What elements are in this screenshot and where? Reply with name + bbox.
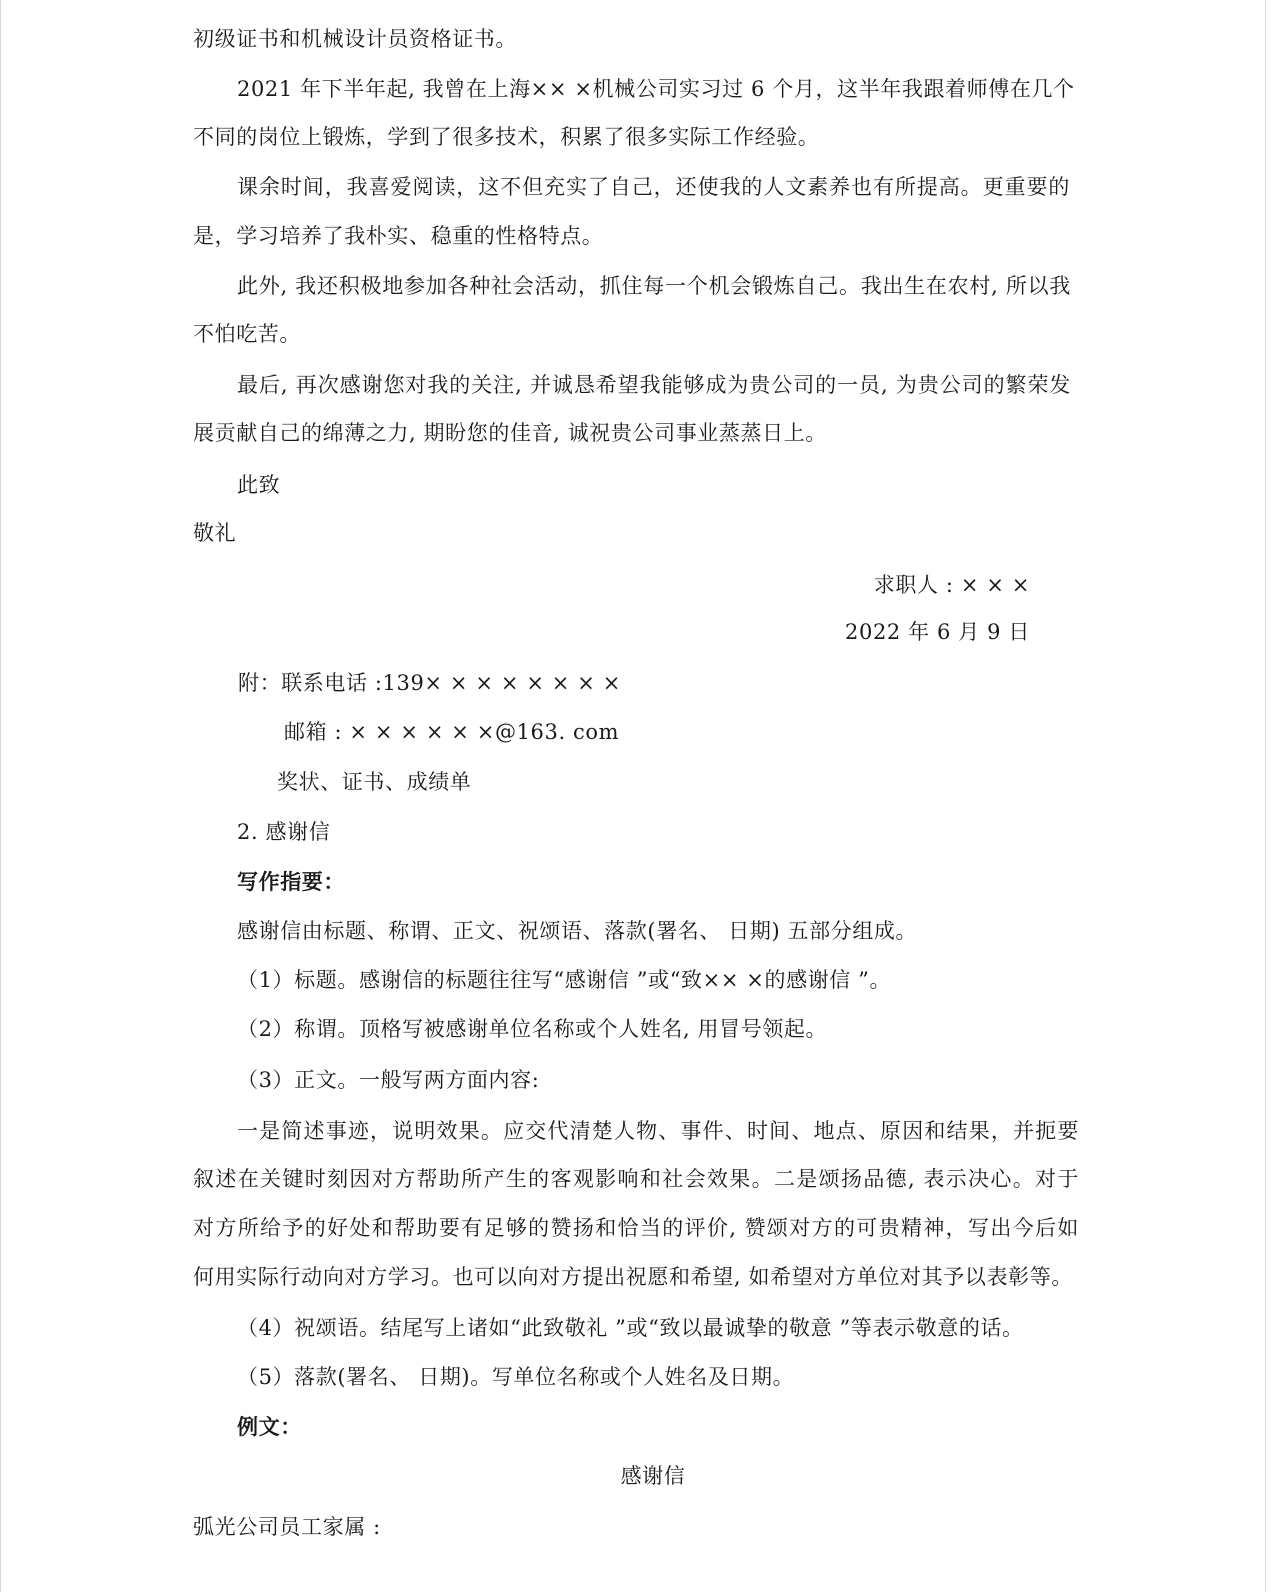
list-item: （5）落款(署名、 日期)。写单位名称或个人姓名及日期。 — [237, 1365, 795, 1389]
paragraph-line: 不同的岗位上锻炼，学到了很多技术，积累了很多实际工作经验。 — [193, 125, 820, 149]
closing-greeting: 此致 — [237, 473, 281, 497]
writing-guide-heading: 写作指要： — [237, 869, 345, 894]
paragraph-line: 初级证书和机械设计员资格证书。 — [193, 27, 517, 51]
paragraph-line: 是，学习培养了我朴实、稳重的性格特点。 — [193, 224, 604, 248]
paragraph-line: 最后, 再次感谢您对我的关注, 并诚恳希望我能够成为贵公司的一员, 为贵公司的繁荣发 — [237, 373, 1071, 397]
paragraph-line: 一是简述事迹，说明效果。应交代清楚人物、事件、时间、地点、原因和结果，并扼要 — [237, 1119, 1079, 1143]
paragraph-line: 叙述在关键时刻因对方帮助所产生的客观影响和社会效果。二是颂扬品德, 表示决心。对于 — [193, 1167, 1079, 1191]
list-item: （4）祝颂语。结尾写上诸如“此致敬礼 ”或“致以最诚挚的敬意 ”等表示敬意的话。 — [237, 1316, 1024, 1340]
list-item: （2）称谓。顶格写被感谢单位名称或个人姓名, 用冒号领起。 — [237, 1017, 828, 1041]
example-heading: 例文： — [237, 1414, 302, 1439]
paragraph-line: 此外, 我还积极地参加各种社会活动，抓住每一个机会锻炼自己。我出生在农村, 所以我 — [237, 274, 1071, 298]
attachment-email: 邮箱 : × × × × × ×@163. com — [284, 720, 620, 744]
signature-date: 2022 年 6 月 9 日 — [845, 620, 1030, 644]
paragraph-line: 2021 年下半年起, 我曾在上海×× ×机械公司实习过 6 个月，这半年我跟着师傅在几个 — [237, 77, 1075, 101]
list-item: （3）正文。一般写两方面内容: — [237, 1068, 540, 1092]
paragraph-line: 展贡献自己的绵薄之力, 期盼您的佳音, 诚祝贵公司事业蒸蒸日上。 — [193, 421, 827, 445]
paragraph-line: 感谢信由标题、称谓、正文、祝颂语、落款(署名、 日期) 五部分组成。 — [237, 919, 918, 943]
paragraph-line: 何用实际行动向对方学习。也可以向对方提出祝愿和希望, 如希望对方单位对其予以表彰等。 — [193, 1265, 1073, 1289]
paragraph-line: 不怕吃苦。 — [193, 322, 301, 346]
page-edge-right — [1265, 0, 1266, 1592]
example-salutation: 弧光公司员工家属 : — [193, 1515, 381, 1539]
closing-salute: 敬礼 — [193, 521, 237, 545]
example-title: 感谢信 — [620, 1464, 686, 1488]
paragraph-line: 对方所给予的好处和帮助要有足够的赞扬和恰当的评价, 赞颂对方的可贵精神，写出今后如 — [193, 1216, 1079, 1240]
list-item: （1）标题。感谢信的标题往往写“感谢信 ”或“致×× ×的感谢信 ”。 — [237, 968, 892, 992]
applicant-signature: 求职人 : × × × — [873, 573, 1030, 597]
attachment-phone: 附：联系电话 :139× × × × × × × × — [238, 671, 621, 695]
paragraph-line: 课余时间，我喜爱阅读，这不但充实了自己，还使我的人文素养也有所提高。更重要的 — [237, 175, 1070, 199]
attachment-list: 奖状、证书、成绩单 — [277, 770, 472, 794]
page-edge-left — [0, 0, 1, 1592]
section-heading: 2. 感谢信 — [237, 820, 331, 844]
